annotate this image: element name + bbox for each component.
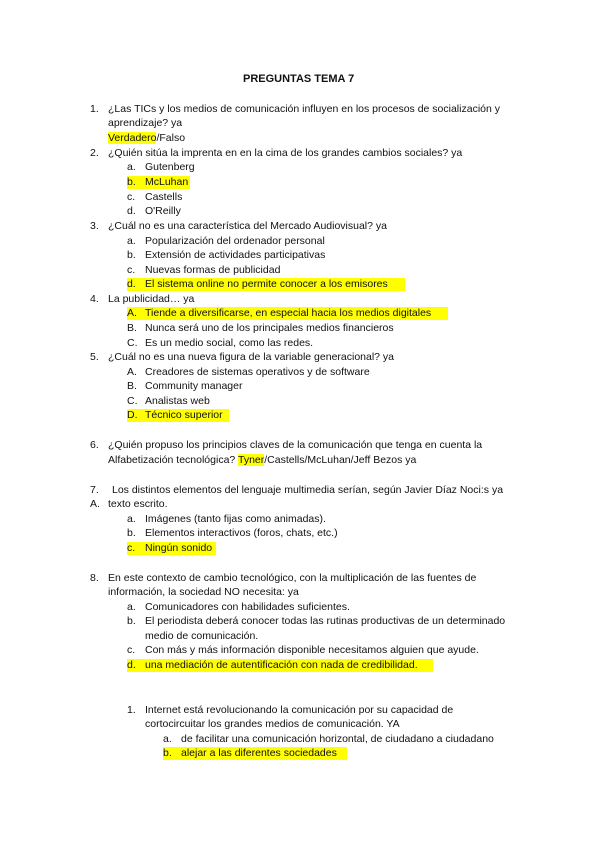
q7-option-text: Ningún sonido — [145, 542, 213, 554]
q2-option-text: McLuhan — [145, 176, 189, 188]
q9-text-line1: Internet está revolucionando la comunicación por su capacidad de — [145, 704, 454, 716]
q3-option-text: Popularización del ordenador personal — [145, 235, 325, 247]
q5-option-correct — [127, 409, 229, 422]
q3-option-letter: c. — [127, 264, 136, 276]
q4-number: 4. — [90, 293, 99, 305]
q9-option-letter: b. — [163, 747, 172, 759]
q9-text-line2: cortocircuitar los grandes medios de comunicación. YA — [145, 718, 400, 730]
q7-option-letter: c. — [127, 542, 136, 554]
q6-answer-highlight: Tyner — [237, 454, 265, 466]
q8-option-text: Con más y más información disponible necesitamos alguien que ayude. — [145, 644, 479, 656]
q2-number: 2. — [90, 147, 99, 159]
q4-option-letter: B. — [127, 322, 137, 334]
q2-option-correct — [127, 176, 190, 189]
q7-text-line2: texto escrito. — [108, 498, 168, 510]
q1-text-line2: aprendizaje? ya — [108, 117, 183, 129]
q4-option-text: Tiende a diversificarse, en especial hacia los medios digitales — [145, 307, 432, 319]
q2-option-text: O'Reilly — [145, 205, 181, 217]
q8-option-text: Comunicadores con habilidades suficientes. — [145, 601, 350, 613]
q3-option-letter: d. — [127, 278, 136, 290]
q2-option-letter: c. — [127, 191, 136, 203]
q9-option-letter: a. — [163, 733, 172, 745]
q7-option-correct — [127, 542, 216, 555]
q3-option-letter: a. — [127, 235, 136, 247]
q3-option-letter: b. — [127, 249, 136, 261]
q8-option-letter: c. — [127, 644, 136, 656]
q4-option-letter: C. — [127, 337, 138, 349]
q6-number: 6. — [90, 439, 99, 451]
q7-text-line1: Los distintos elementos del lenguaje multimedia serían, según Javier Díaz Noci:s ya — [112, 484, 504, 496]
q5-option-text: Creadores de sistemas operativos y de software — [145, 366, 370, 378]
page-title: PREGUNTAS TEMA 7 — [243, 73, 355, 85]
q6-line2-post: /Castells/McLuhan/Jeff Bezos ya — [264, 454, 417, 466]
q7-option-letter: a. — [127, 513, 136, 525]
q2-option-letter: a. — [127, 161, 136, 173]
q4-text: La publicidad… ya — [108, 293, 195, 305]
q6-text-line1: ¿Quién propuso los principios claves de la comunicación que tenga en cuenta la — [108, 439, 483, 451]
q7-letter-a: A. — [90, 498, 100, 510]
q4-option-letter: A. — [127, 307, 137, 319]
q5-text: ¿Cuál no es una nueva figura de la variable generacional? ya — [108, 351, 395, 363]
q8-option-text: El periodista deberá conocer todas las rutinas productivas de un determinado — [145, 615, 506, 627]
q8-text-line2: información, la sociedad NO necesita: ya — [108, 586, 299, 598]
q5-option-text: Community manager — [145, 380, 243, 392]
q2-option-text: Gutenberg — [145, 161, 195, 173]
q7-option-letter: b. — [127, 527, 136, 539]
q5-option-text: Técnico superior — [145, 409, 223, 421]
q4-option-text: Es un medio social, como las redes. — [145, 337, 314, 349]
q9-option-text: alejar a las diferentes sociedades — [181, 747, 337, 759]
q5-option-text: Analistas web — [145, 395, 210, 407]
q3-option-text: El sistema online no permite conocer a los emisores — [145, 278, 388, 290]
q9-option-text: de facilitar una comunicación horizontal, de ciudadano a ciudadano — [181, 733, 494, 745]
q6-line2-pre: Alfabetización tecnológica? — [108, 454, 238, 466]
q8-option-letter: b. — [127, 615, 136, 627]
q2-option-letter: b. — [127, 176, 136, 188]
q1-answer — [108, 132, 185, 145]
q8-option-text: una mediación de autentificación con nada de credibilidad. — [145, 659, 418, 671]
q6-text-line2 — [108, 454, 416, 467]
q8-option-letter: d. — [127, 659, 136, 671]
q8-number: 8. — [90, 572, 99, 584]
q5-number: 5. — [90, 351, 99, 363]
q5-option-letter: B. — [127, 380, 137, 392]
q4-option-correct — [127, 307, 448, 320]
q5-option-letter: A. — [127, 366, 137, 378]
q3-option-text: Nuevas formas de publicidad — [145, 264, 281, 276]
q2-option-letter: d. — [127, 205, 136, 217]
q1-text-line1: ¿Las TICs y los medios de comunicación influyen en los procesos de socialización y — [108, 103, 500, 115]
q1-number: 1. — [90, 103, 99, 115]
q2-option-text: Castells — [145, 191, 183, 203]
q9-number: 1. — [127, 704, 136, 716]
q8-option-correct — [127, 659, 433, 672]
q1-answer-rest: /Falso — [156, 132, 186, 144]
q8-option-letter: a. — [127, 601, 136, 613]
q3-option-text: Extensión de actividades participativas — [145, 249, 326, 261]
q8-text-line1: En este contexto de cambio tecnológico, con la multiplicación de las fuentes de — [108, 572, 477, 584]
q5-option-letter: C. — [127, 395, 138, 407]
q3-option-correct — [127, 278, 405, 291]
q7-option-text: Imágenes (tanto fijas como animadas). — [145, 513, 326, 525]
q9-option-correct — [163, 747, 347, 760]
q8-option-text-cont: medio de comunicación. — [145, 630, 259, 642]
q3-text: ¿Cuál no es una característica del Mercado Audiovisual? ya — [108, 220, 387, 232]
q4-option-text: Nunca será uno de los principales medios financieros — [145, 322, 394, 334]
q5-option-letter: D. — [127, 409, 138, 421]
q1-answer-highlight: Verdadero — [108, 132, 157, 144]
q7-option-text: Elementos interactivos (foros, chats, etc.) — [145, 527, 338, 539]
q2-text: ¿Quién sitúa la imprenta en en la cima de los grandes cambios sociales? ya — [108, 147, 463, 159]
q7-number: 7. — [90, 484, 99, 496]
q3-number: 3. — [90, 220, 99, 232]
